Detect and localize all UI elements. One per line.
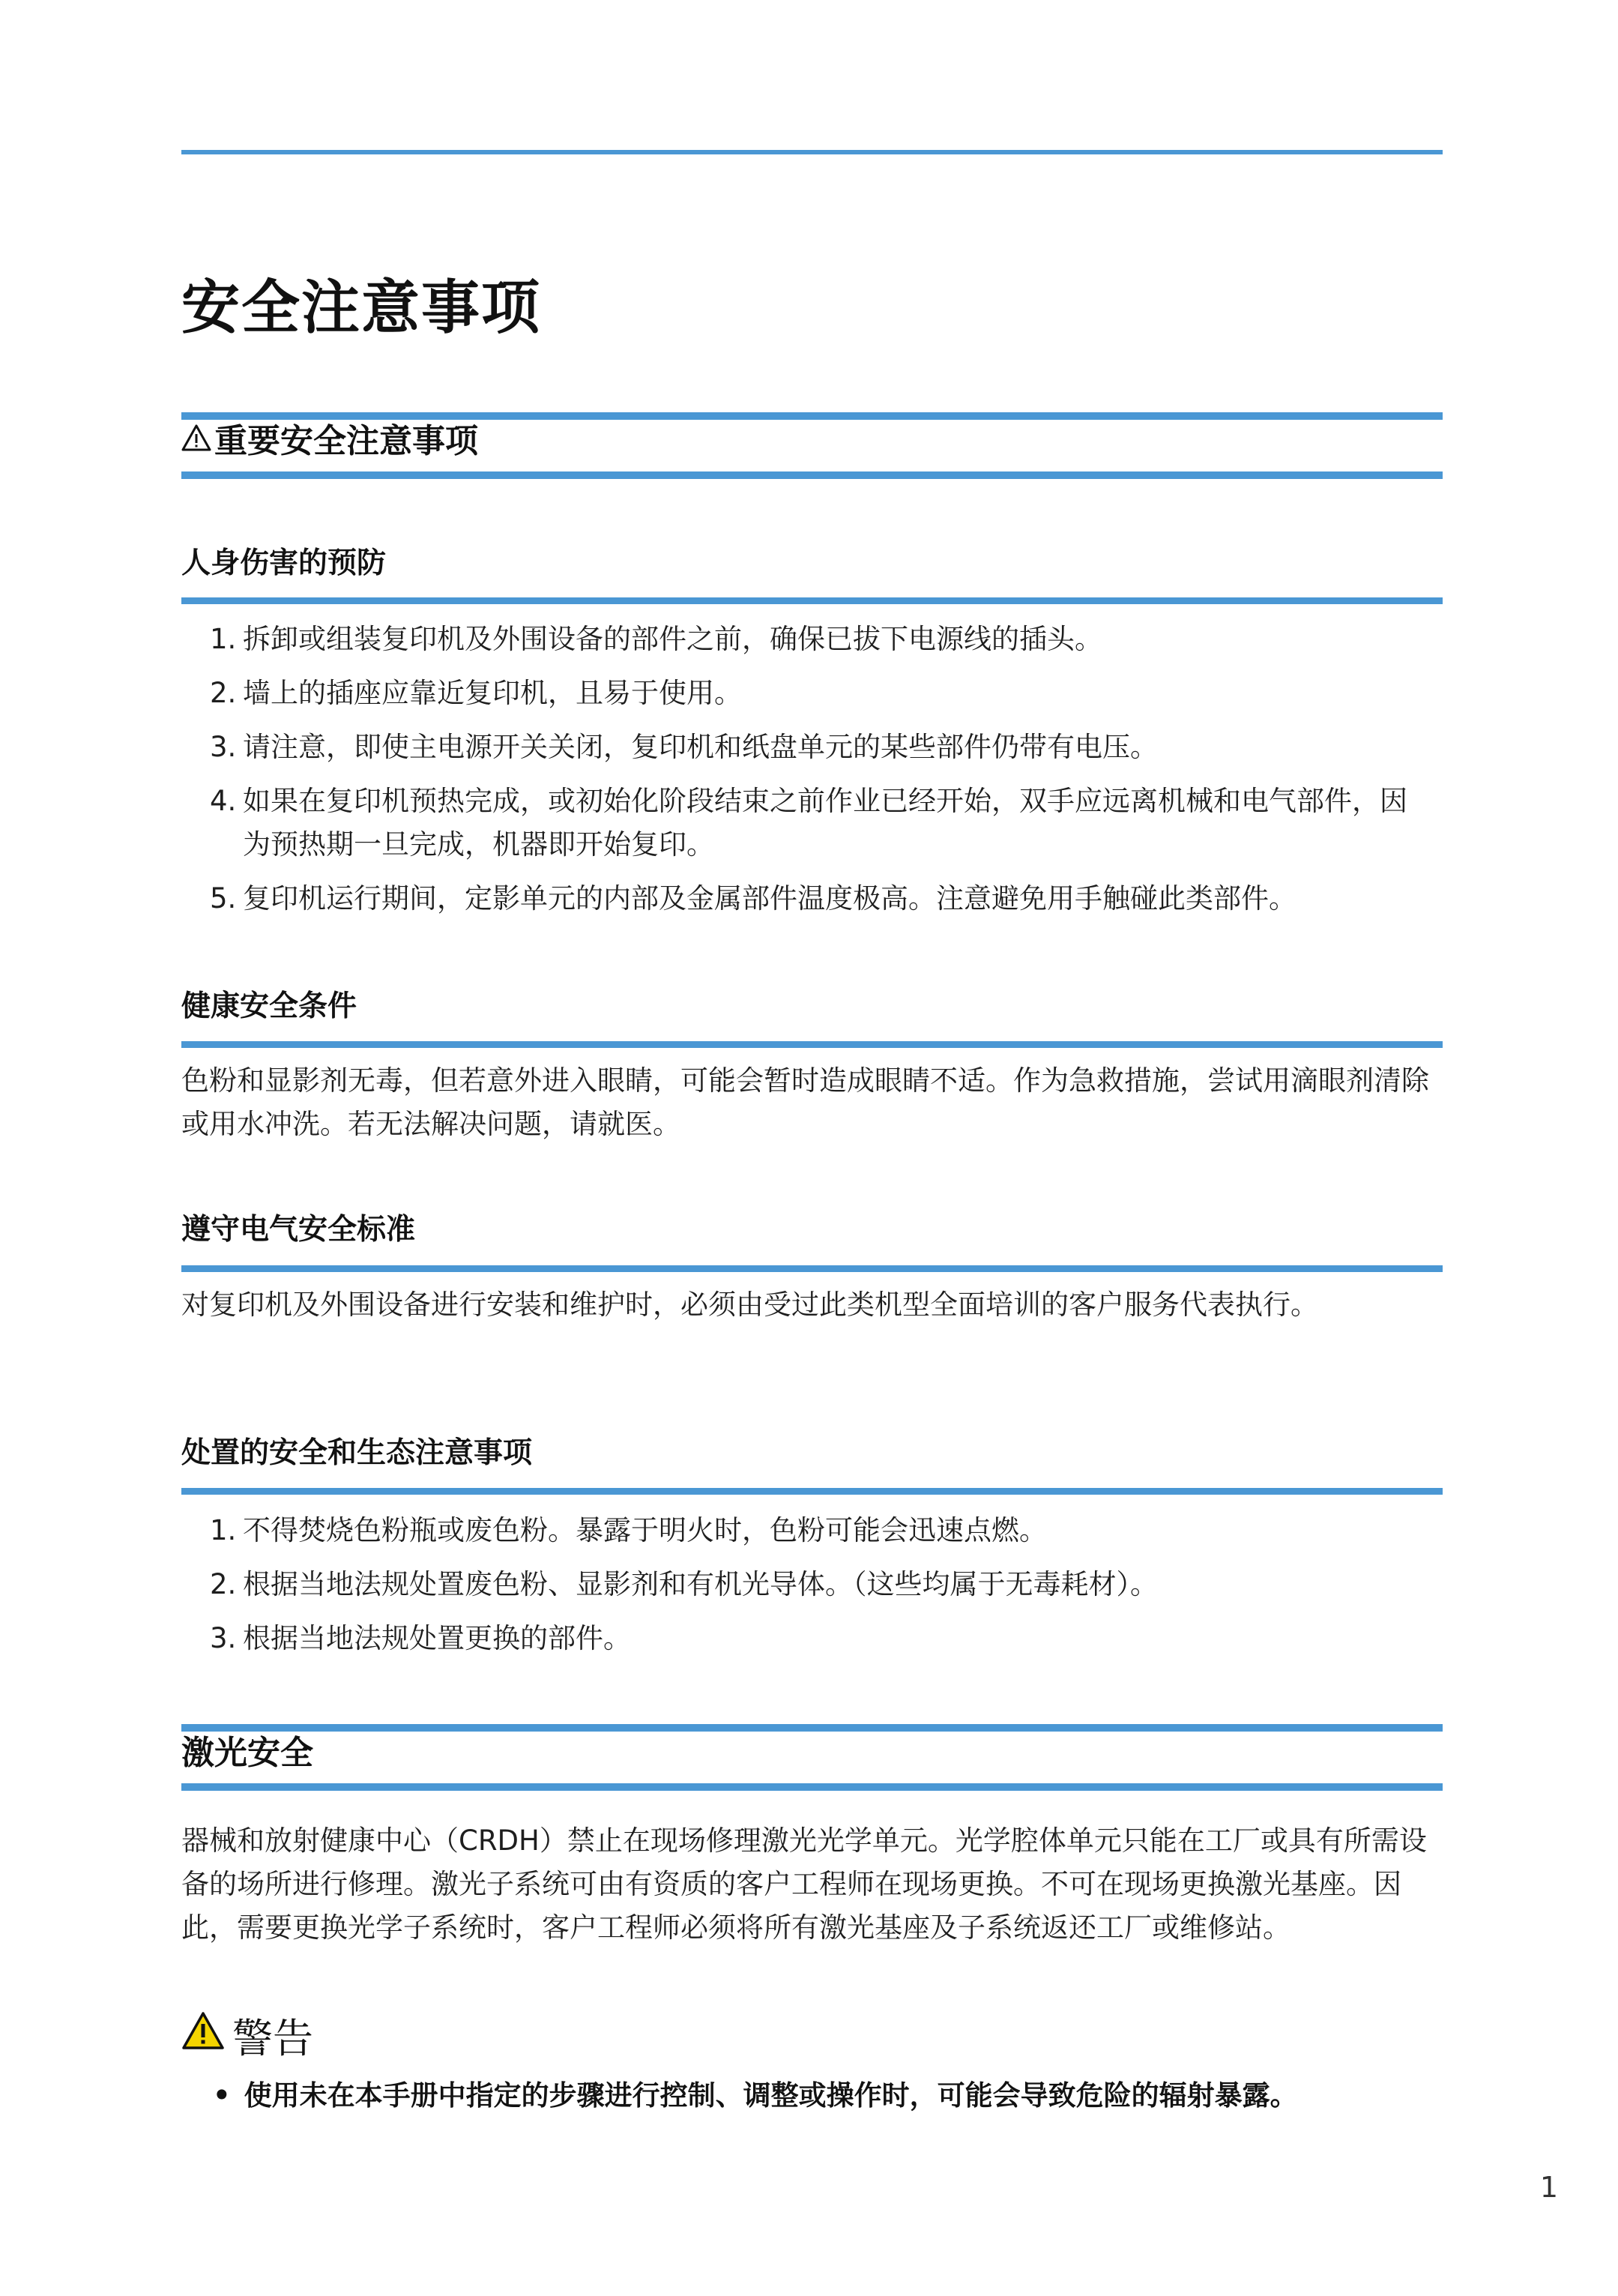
disposal-heading: 处置的安全和生态注意事项 — [181, 1436, 533, 1470]
subhead-rule — [181, 597, 1443, 604]
list-item: 3. 请注意，即使主电源开关关闭，复印机和纸盘单元的某些部件仍带有电压。 — [210, 731, 1158, 763]
health-safety-heading: 健康安全条件 — [181, 989, 357, 1023]
injury-prevention-list — [210, 618, 1446, 920]
section-top-rule — [181, 412, 1443, 420]
list-item: 3. 根据当地法规处置更换的部件。 — [210, 1622, 631, 1654]
warning-triangle-icon — [181, 2011, 225, 2060]
health-safety-text: 色粉和显影剂无毒，但若意外进入眼睛，可能会暂时造成眼睛不适。作为急救措施，尝试用滴眼剂清除或用水冲洗。若无法解决问题，请就医。 — [181, 1064, 1429, 1140]
list-item: 1. 拆卸或组装复印机及外围设备的部件之前，确保已拔下电源线的插头。 — [210, 623, 1102, 655]
laser-safety-text: 器械和放射健康中心（CRDH）禁止在现场修理激光光学单元。光学腔体单元只能在工厂或具有所需设备的场所进行修理。激光子系统可由有资质的客户工程师在现场更换。不可在现场更换激光基座。因此，需要更换光学子系统时，客户工程师必须将所有激光基座及子系统返还工厂或维修站。 — [181, 1825, 1427, 1944]
warning-triangle-icon — [181, 420, 211, 462]
list-item: 1. 不得焚烧色粉瓶或废色粉。暴露于明火时，色粉可能会迅速点燃。 — [210, 1514, 1047, 1546]
disposal-list — [210, 1509, 1446, 1660]
important-safety-label: 重要安全注意事项 — [214, 422, 478, 460]
list-item: 2. 根据当地法规处置废色粉、显影剂和有机光导体。（这些均属于无毒耗材）。 — [210, 1568, 1158, 1600]
page-title: 安全注意事项 — [181, 274, 542, 342]
header-rule — [181, 150, 1443, 154]
warning-label: 警告 — [232, 2015, 313, 2062]
electrical-standards-text: 对复印机及外围设备进行安装和维护时，必须由受过此类机型全面培训的客户服务代表执行。 — [181, 1289, 1318, 1321]
page-number: 1 — [1539, 2171, 1558, 2204]
section-top-rule — [181, 1724, 1443, 1732]
manual-page — [181, 0, 1443, 2296]
list-item: 2. 墙上的插座应靠近复印机，且易于使用。 — [210, 677, 742, 709]
important-safety-bar — [181, 412, 1443, 480]
electrical-standards-heading: 遵守电气安全标准 — [181, 1213, 416, 1247]
laser-safety-bar — [181, 1724, 1443, 1792]
section-bottom-rule — [181, 1783, 1443, 1791]
warning-list — [213, 2074, 1298, 2118]
warning-text: 使用未在本手册中指定的步骤进行控制、调整或操作时，可能会导致危险的辐射暴露。 — [244, 2079, 1298, 2112]
list-item — [213, 2074, 1298, 2118]
list-item: 5. 复印机运行期间，定影单元的内部及金属部件温度极高。注意避免用手触碰此类部件。 — [210, 882, 1296, 915]
bullet-marker: • — [213, 2079, 231, 2112]
warning-heading — [181, 2007, 313, 2064]
laser-safety-title: 激光安全 — [181, 1734, 313, 1772]
section-bottom-rule — [181, 471, 1443, 479]
subhead-rule — [181, 1265, 1443, 1272]
subhead-rule — [181, 1488, 1443, 1495]
subhead-rule — [181, 1041, 1443, 1048]
injury-prevention-heading: 人身伤害的预防 — [181, 546, 387, 580]
important-safety-title — [181, 420, 478, 462]
list-item: 4. 如果在复印机预热完成，或初始化阶段结束之前作业已经开始，双手应远离机械和电气部件，因为预热期一旦完成，机器即开始复印。 — [210, 785, 1407, 861]
